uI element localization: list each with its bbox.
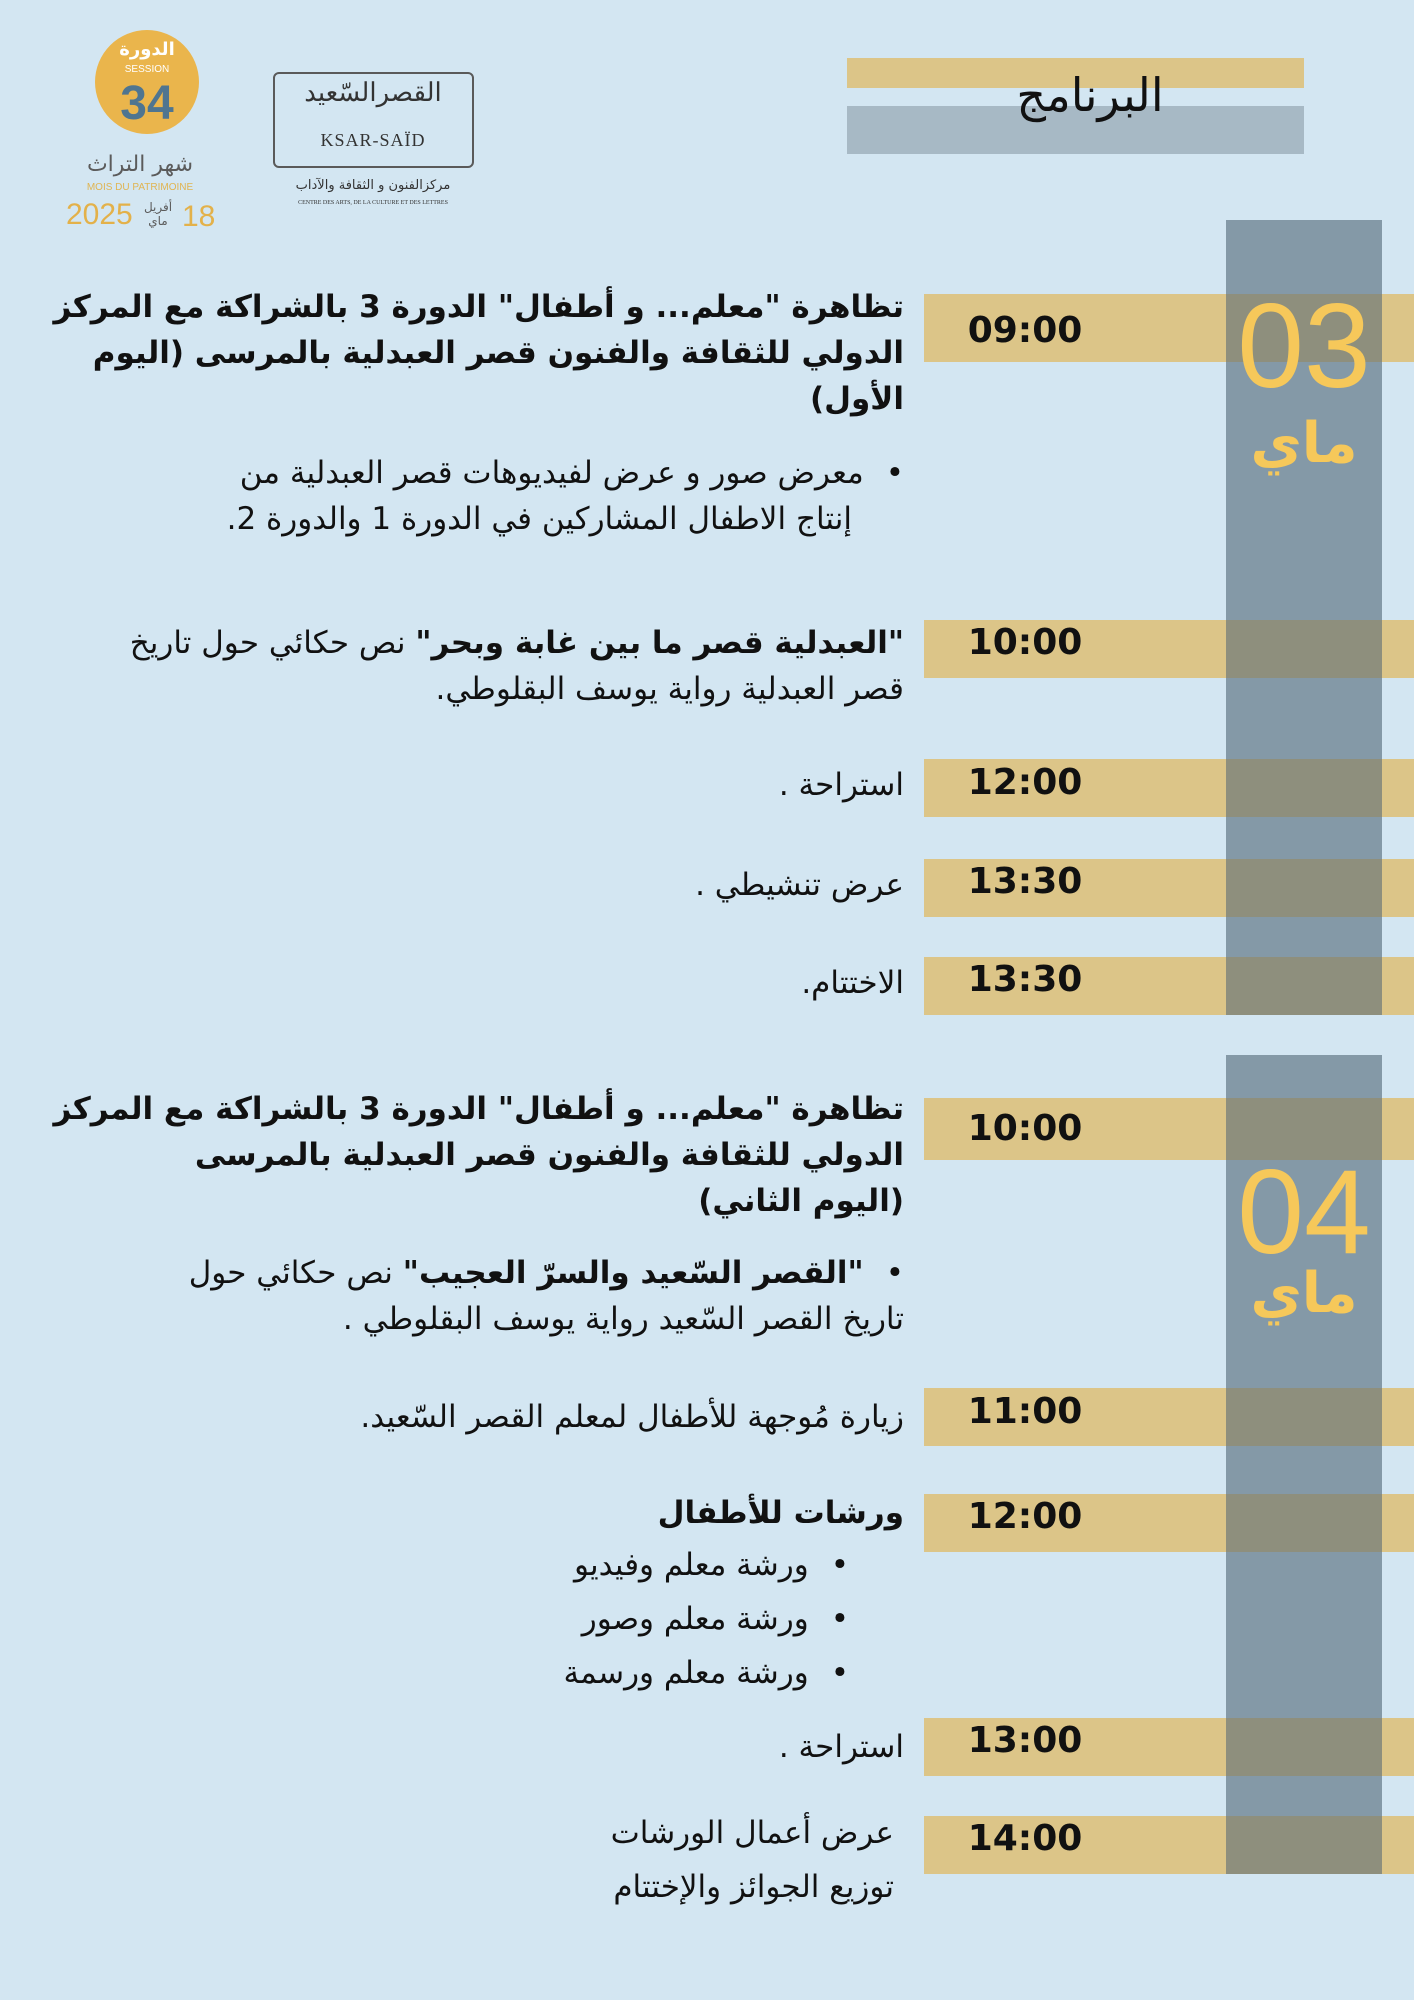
day2-visit: زيارة مُوجهة للأطفال لمعلم القصر السّعيد. xyxy=(360,1399,904,1435)
workshop-item: • ورشة معلم ورسمة xyxy=(349,1646,849,1700)
day2-number: 04 xyxy=(1237,1145,1371,1279)
day1-number: 03 xyxy=(1237,279,1371,413)
day1-show: عرض تنشيطي . xyxy=(695,867,904,903)
ksar-said-subtitle-fr: CENTRE DES ARTS, DE LA CULTURE ET DES LETTRES xyxy=(298,200,448,206)
day1-month: ماي xyxy=(1250,411,1358,476)
day1-exhibit-line2: إنتاج الاطفال المشاركين في الدورة 1 والدورة 2. xyxy=(226,501,852,537)
day1-exhibit xyxy=(64,450,904,542)
day1-story xyxy=(44,620,904,712)
time-label: 11:00 xyxy=(967,1391,1083,1432)
workshop-item: • ورشة معلم وفيديو xyxy=(349,1538,849,1592)
day1-event-title-line1: تظاهرة "معلم... و أطفال" الدورة 3 بالشراكة مع المركز xyxy=(53,289,904,325)
day1-closing: الاختتام. xyxy=(801,965,904,1001)
day2-workshops-list xyxy=(349,1538,849,1700)
time-label: 10:00 xyxy=(967,622,1083,663)
day2-break: استراحة . xyxy=(778,1729,904,1765)
time-label: 13:30 xyxy=(967,959,1083,1000)
time-label: 12:00 xyxy=(967,1496,1083,1537)
heritage-title-ar: شهر التراث xyxy=(86,152,194,177)
ksar-said-subtitle-ar: مركزالفنون و الثقافة والآداب xyxy=(295,178,451,193)
day2-story-desc: نص حكائي حول xyxy=(188,1255,403,1291)
session-number: 34 xyxy=(120,77,174,130)
heritage-months xyxy=(138,200,178,228)
day1-exhibit-line1: • معرض صور و عرض لفيديوهات قصر العبدلية من xyxy=(64,450,904,496)
month-april: أفريل xyxy=(143,200,173,214)
time-label: 12:00 xyxy=(967,762,1083,803)
heritage-day: 18 xyxy=(182,200,216,233)
heritage-year: 2025 xyxy=(66,198,133,231)
day1-event-title xyxy=(24,284,904,422)
day2-final-line2: توزيع الجوائز والإختتام xyxy=(613,1869,894,1905)
ksar-said-name-latin: KSAR-SAÏD xyxy=(320,130,426,150)
day2-story xyxy=(44,1250,904,1342)
day1-story-line2: قصر العبدلية رواية يوسف البقلوطي. xyxy=(435,671,904,707)
day2-final xyxy=(394,1806,894,1914)
day2-workshops-title: ورشات للأطفال xyxy=(657,1495,904,1531)
month-may: ماي xyxy=(148,214,168,228)
time-label: 10:00 xyxy=(967,1108,1083,1149)
day2-event-title-line2: الدولي للثقافة والفنون قصر العبدلية بالمرسى xyxy=(194,1137,904,1173)
page-title: البرنامج xyxy=(1016,68,1164,122)
day2-story-line2: تاريخ القصر السّعيد رواية يوسف البقلوطي . xyxy=(342,1301,904,1337)
day2-final-line1: عرض أعمال الورشات xyxy=(610,1815,894,1851)
day1-break: استراحة . xyxy=(778,767,904,803)
time-label: 14:00 xyxy=(967,1818,1083,1859)
day2-event-title xyxy=(44,1086,904,1224)
time-label: 09:00 xyxy=(967,310,1083,351)
heritage-title-fr: MOIS DU PATRIMOINE xyxy=(86,182,194,193)
time-label: 13:30 xyxy=(967,861,1083,902)
session-label-ar: الدورة xyxy=(119,39,175,60)
ksar-said-name-ar: القصرالسّعيد xyxy=(304,78,442,108)
day1-story-title: "العبدلية قصر ما بين غابة وبحر" xyxy=(415,625,904,661)
time-label: 13:00 xyxy=(967,1720,1083,1761)
day2-event-title-line3: (اليوم الثاني) xyxy=(698,1183,904,1219)
day2-story-title: "القصر السّعيد والسرّ العجيب" xyxy=(402,1255,864,1291)
workshop-item: • ورشة معلم وصور xyxy=(349,1592,849,1646)
day1-story-desc: نص حكائي حول تاريخ xyxy=(129,625,416,661)
day1-event-title-line2: الدولي للثقافة والفنون قصر العبدلية بالمرسى (اليوم الأول) xyxy=(92,335,904,417)
session-label-fr: SESSION xyxy=(124,64,170,75)
day2-event-title-line1: تظاهرة "معلم... و أطفال" الدورة 3 بالشراكة مع المركز xyxy=(53,1091,904,1127)
day2-month: ماي xyxy=(1250,1261,1358,1326)
